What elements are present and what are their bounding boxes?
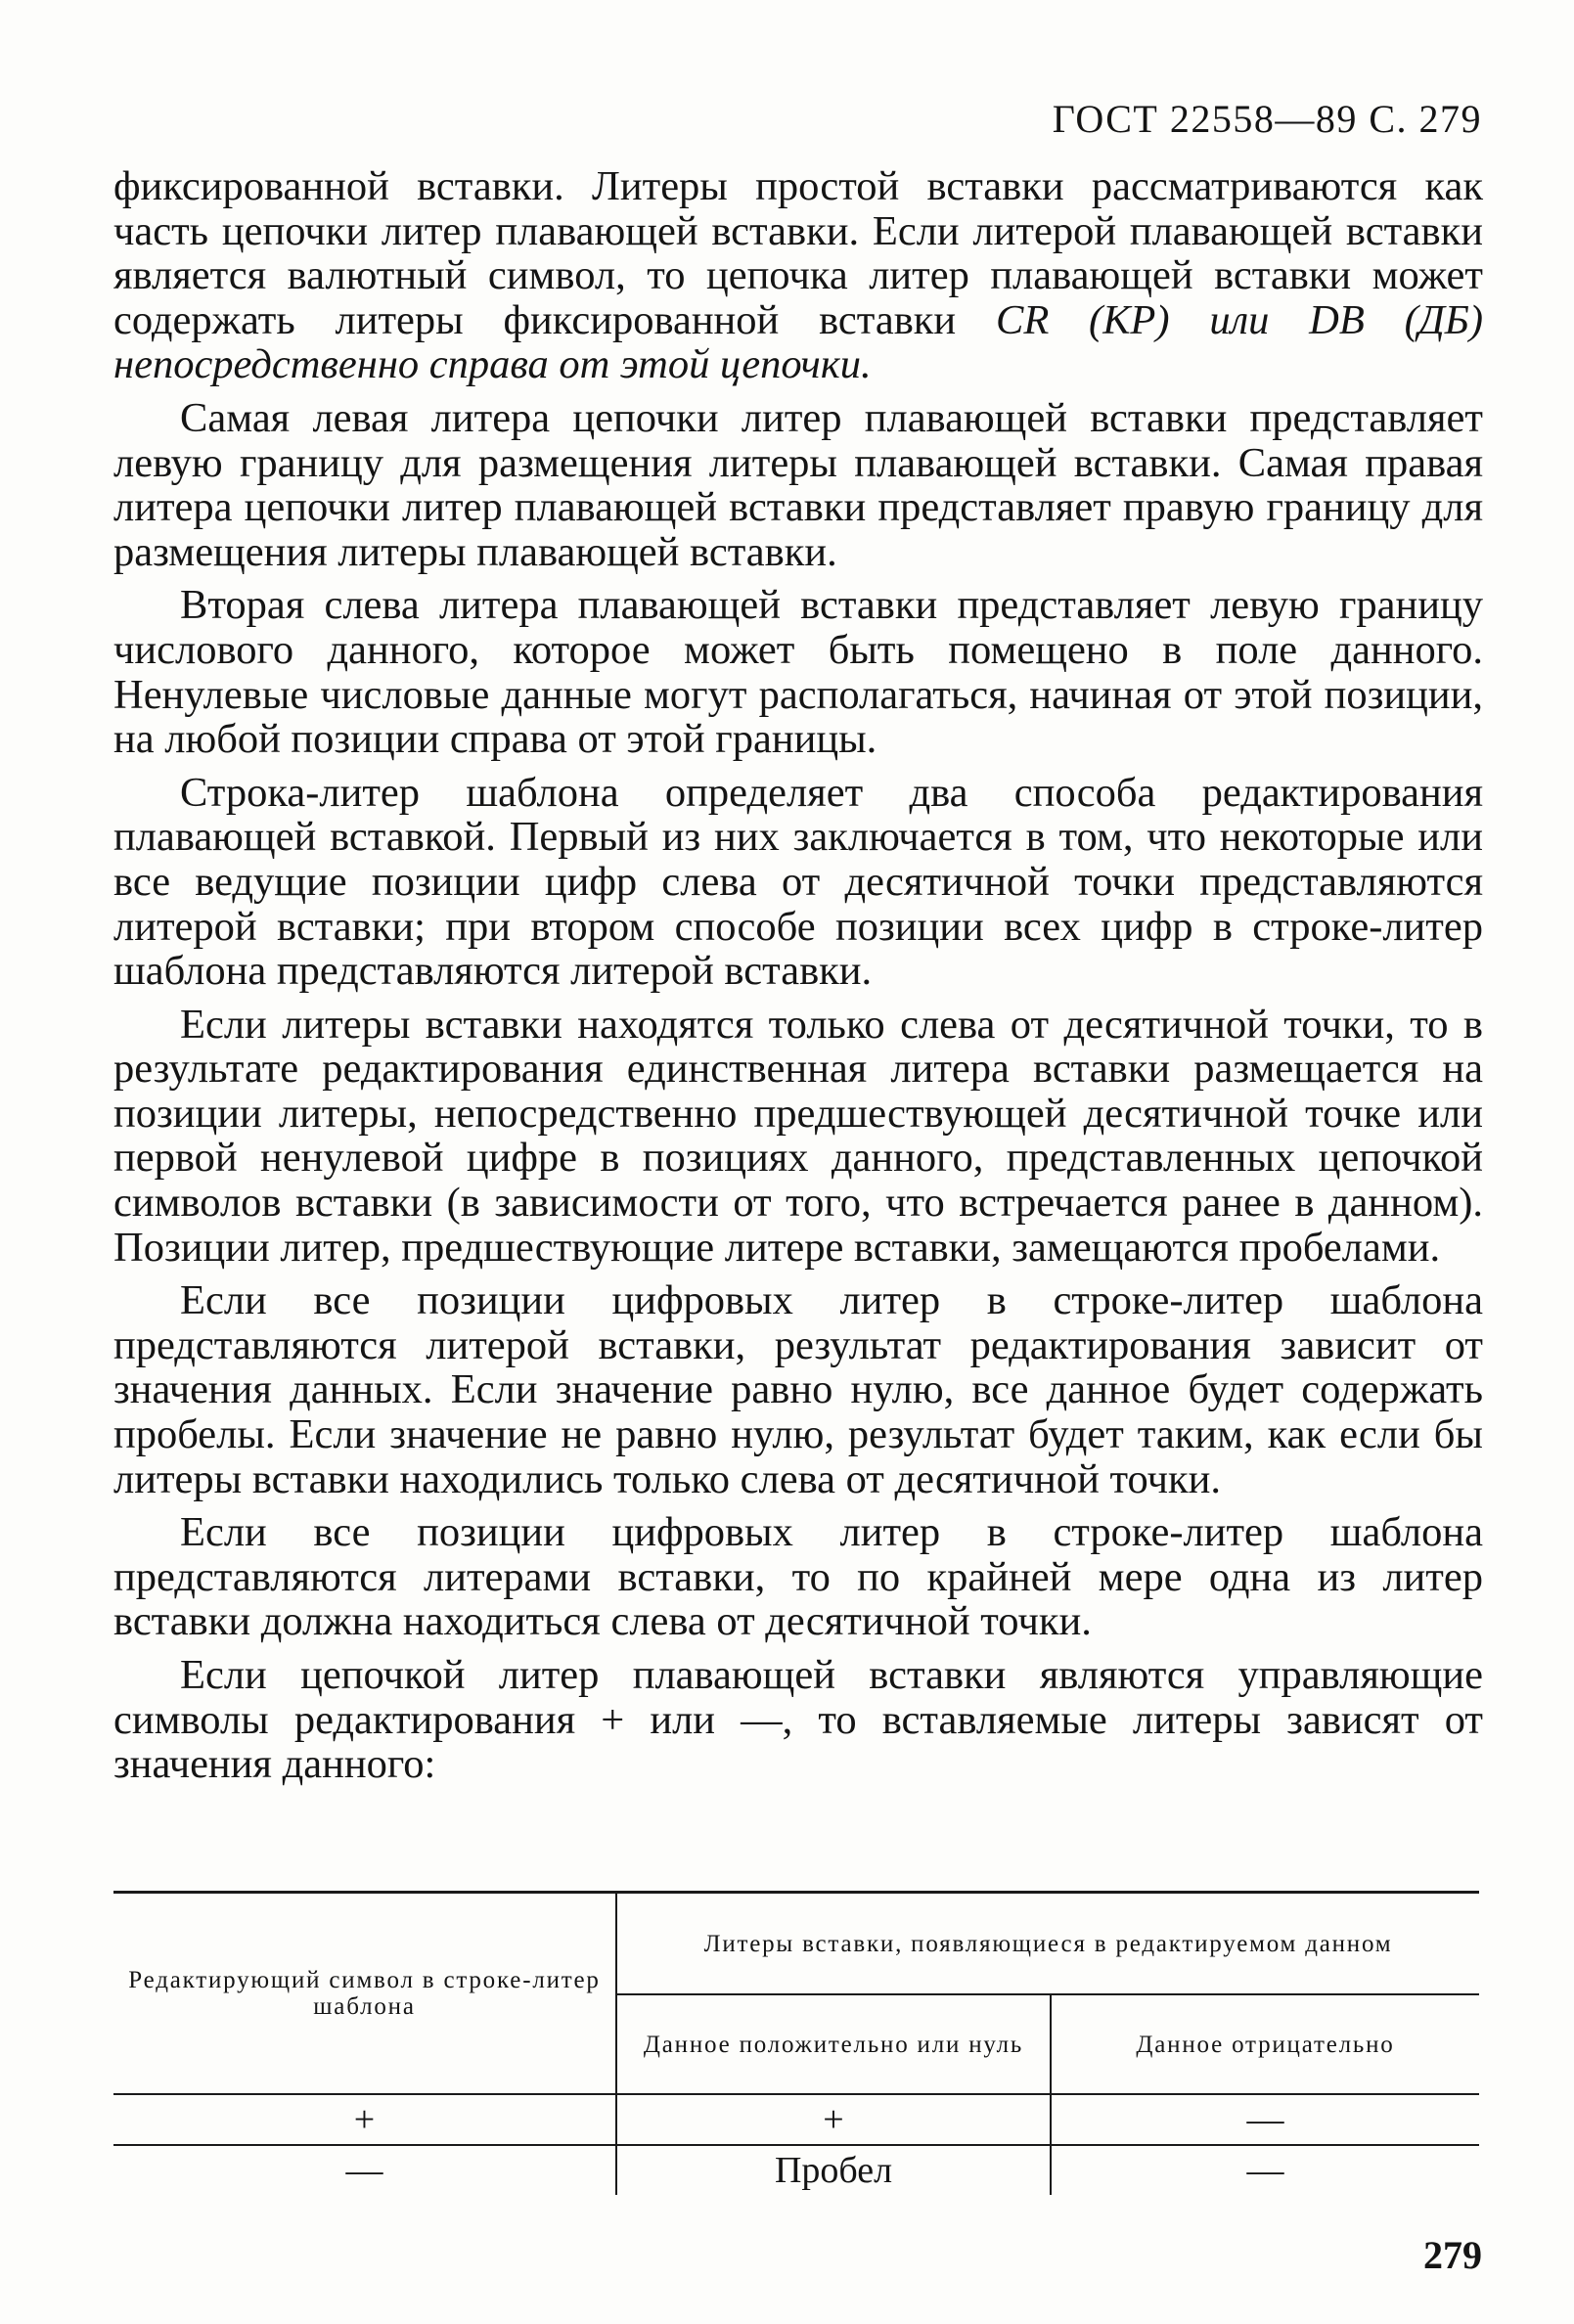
column-header-negative: Данное отрицательно: [1051, 1994, 1479, 2094]
paragraph: Строка-литер шаблона определяет два способа редактирования плавающей вставкой. Первый из них заключается в том, что некоторые или все ведущие позиции цифр слева от десятичной точки представляются литерой вставки; при втором способе позиции всех цифр в строке-литер шаблона представляются литерой вставки.: [113, 769, 1483, 995]
column-group-header: Литеры вставки, появляющиеся в редактируемом данном: [616, 1893, 1479, 1995]
table-cell: —: [1246, 2150, 1284, 2191]
paragraph-text: фиксированной вставки. Литеры простой вставки рассматриваются как часть цепочки литер плавающей вставки. Если литерой плавающей вставки является валютный символ, то цепочка литер плавающей вставки может содержать литеры фиксированной вставки: [113, 163, 1483, 343]
column-header-edit-symbol: Редактирующий символ в строке-литер шаблона: [113, 1893, 616, 2095]
table-cell: —: [113, 2145, 616, 2195]
table-cell: Пробел: [616, 2145, 1051, 2195]
body-text: [113, 164, 1483, 1796]
table-cell: —: [1051, 2094, 1479, 2145]
insertion-characters-table: [113, 1891, 1479, 2195]
column-header-positive: Данное положительно или нуль: [616, 1994, 1051, 2094]
paragraph: Если все позиции цифровых литер в строке-литер шаблона представляются литерами вставки, то по крайней мере одна из литер вставки должна находиться слева от десятичной точки.: [113, 1509, 1483, 1645]
table-row: [113, 2094, 1479, 2145]
table-row: [113, 2145, 1479, 2195]
paragraph: Если литеры вставки находятся только слева от десятичной точки, то в результате редактирования единственная литера вставки размещается на позиции литеры, непосредственно предшествующей десятичной точке или первой ненулевой цифре в позициях данного, представленных цепочкой символов вставки (в зависимости от того, что встречается ранее в данном). Позиции литер, предшествующие литере вставки, замещаются пробелами.: [113, 1001, 1483, 1271]
table-cell: +: [113, 2094, 616, 2145]
paragraph: Вторая слева литера плавающей вставки представляет левую границу числового данного, которое может быть помещено в поле данного. Ненулевые числовые данные могут располагаться, начиная от этой позиции, на любой позиции справа от этой границы.: [113, 582, 1483, 763]
paragraph: Если все позиции цифровых литер в строке-литер шаблона представляются литерой вставки, результат редактирования зависит от значения данных. Если значение равно нулю, все данное будет содержать пробелы. Если значение не равно нулю, результат будет таким, как если бы литеры вставки находились только слева от десятичной точки.: [113, 1277, 1483, 1502]
table-cell: +: [616, 2094, 1051, 2145]
table-header-row: [113, 1893, 1479, 1995]
running-head: ГОСТ 22558—89 С. 279: [1052, 97, 1482, 141]
paragraph: Если цепочкой литер плавающей вставки являются управляющие символы редактирования + или —, то вставляемые литеры зависят от значения данного:: [113, 1652, 1483, 1788]
paragraph-italic-text: CR (КР) или DB (ДБ) непосредственно справа от этой цепочки.: [113, 296, 1483, 388]
page-number: 279: [1423, 2233, 1482, 2277]
paragraph: [113, 164, 1483, 387]
paragraph: Самая левая литера цепочки литер плавающей вставки представляет левую границу для размещения литеры плавающей вставки. Самая правая литера цепочки литер плавающей вставки представляет правую границу для размещения литеры плавающей вставки.: [113, 394, 1483, 575]
